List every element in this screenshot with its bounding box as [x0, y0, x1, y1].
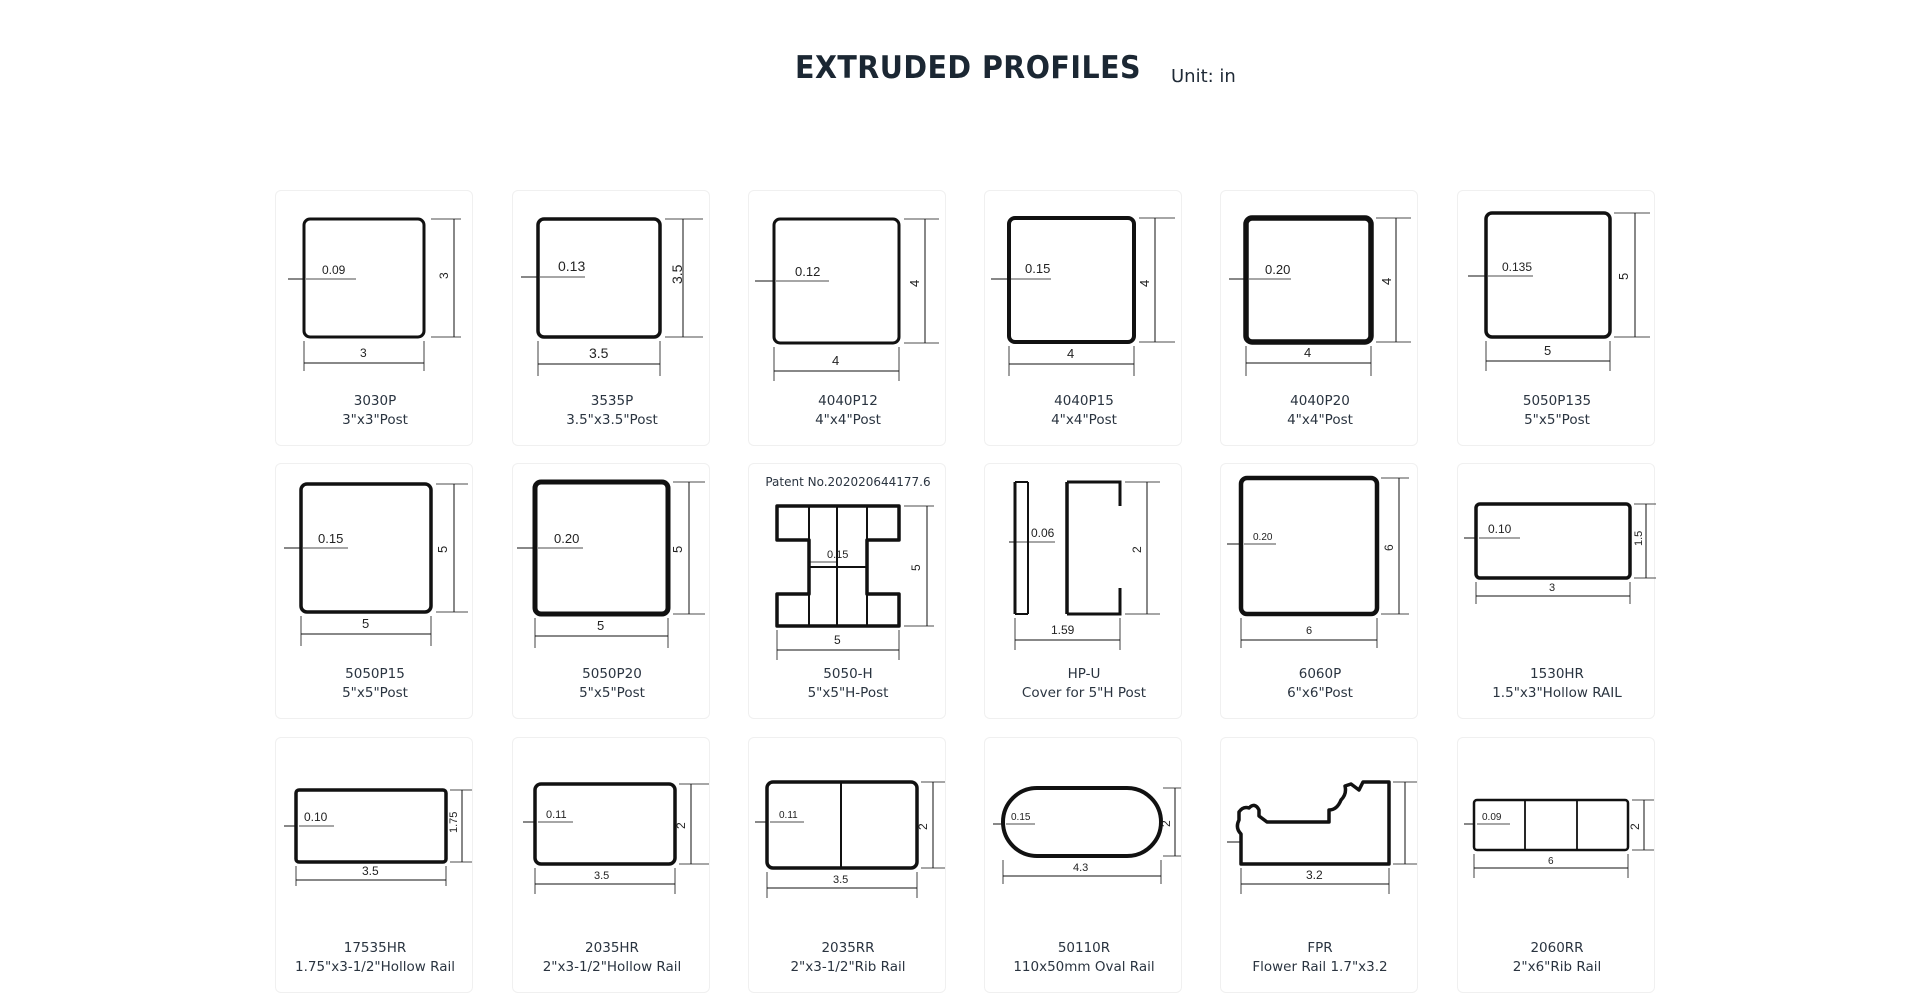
profile-drawing — [1458, 738, 1656, 938]
width-label: 6 — [1306, 625, 1313, 637]
width-label: 3.5 — [362, 864, 379, 878]
profile-drawing — [749, 191, 947, 391]
height-label: 5 — [909, 564, 923, 571]
drawing-line — [1009, 218, 1134, 342]
profile-drawing — [276, 191, 474, 391]
profile-card-4040P20[interactable] — [1220, 190, 1418, 446]
profile-code: 2060RR — [1530, 940, 1584, 956]
profile-drawing — [1221, 464, 1419, 664]
width-label: 1.59 — [1051, 623, 1075, 637]
profile-drawing — [1458, 464, 1656, 664]
wall-label: 0.20 — [1253, 532, 1273, 543]
profile-code: 5050P135 — [1522, 393, 1592, 409]
height-label: 1.5 — [1633, 530, 1645, 546]
page-title: EXTRUDED PROFILES — [795, 50, 1142, 86]
drawing-line — [1241, 478, 1377, 614]
profile-card-5050-H[interactable] — [748, 463, 946, 719]
height-label: 2 — [1159, 820, 1173, 827]
profile-code: 5050P15 — [345, 666, 405, 682]
profile-description: 5"x5"Post — [342, 685, 408, 701]
height-label: 2 — [916, 823, 930, 830]
height-label: 2 — [1628, 823, 1642, 830]
width-label: 3.5 — [589, 345, 609, 361]
profile-drawing — [749, 464, 947, 664]
profile-code: 3030P — [353, 393, 397, 409]
profile-drawing — [276, 738, 474, 938]
wall-label: 0.09 — [322, 263, 346, 277]
profile-card-2060RR[interactable] — [1457, 737, 1655, 993]
wall-label: 0.11 — [779, 810, 798, 821]
profile-drawing — [1458, 191, 1656, 391]
profile-card-HP-U[interactable] — [984, 463, 1182, 719]
height-label: 1.75 — [448, 811, 460, 833]
profile-description: Cover for 5"H Post — [1021, 685, 1147, 701]
width-label: 4 — [1067, 346, 1075, 361]
profile-card-2035RR[interactable] — [748, 737, 946, 993]
drawing-line — [538, 219, 660, 337]
drawing-line — [1246, 218, 1371, 342]
width-label: 4 — [832, 353, 840, 368]
wall-label: 0.09 — [1482, 812, 1502, 823]
height-label: 2 — [1130, 546, 1144, 553]
profile-code: 2035RR — [821, 940, 875, 956]
profile-code: 50110R — [1057, 940, 1111, 956]
profile-drawing — [1221, 738, 1419, 938]
width-label: 5 — [1544, 343, 1552, 358]
profile-description: 6"x6"Post — [1287, 685, 1353, 701]
profile-description: 1.75"x3-1/2"Hollow Rail — [294, 959, 456, 975]
width-label: 4.3 — [1073, 862, 1089, 874]
profile-code: 3535P — [590, 393, 634, 409]
height-label: 5 — [670, 545, 685, 553]
width-label: 6 — [1548, 856, 1554, 867]
profile-drawing — [749, 738, 947, 938]
wall-label: 0.15 — [1011, 812, 1031, 823]
profile-description: 3"x3"Post — [342, 412, 408, 428]
profile-card-4040P15[interactable] — [984, 190, 1182, 446]
wall-label: 0.15 — [1025, 261, 1051, 276]
profile-description: 4"x4"Post — [1051, 412, 1117, 428]
drawing-line — [1067, 482, 1120, 506]
profile-code: 17535HR — [343, 940, 407, 956]
profile-card-3535P[interactable] — [512, 190, 710, 446]
profile-description: 4"x4"Post — [1287, 412, 1353, 428]
profile-description: 5"x5"Post — [1524, 412, 1590, 428]
profile-code: 4040P20 — [1290, 393, 1350, 409]
profile-drawing — [985, 191, 1183, 391]
wall-label: 0.06 — [1031, 526, 1055, 540]
width-label: 4 — [1304, 345, 1312, 360]
profile-card-FPR[interactable] — [1220, 737, 1418, 993]
drawing-line — [1067, 588, 1120, 614]
profile-card-6060P[interactable] — [1220, 463, 1418, 719]
profile-description: 2"x3-1/2"Hollow Rail — [542, 959, 682, 975]
profile-description: 3.5"x3.5"Post — [566, 412, 658, 428]
width-label: 5 — [362, 616, 370, 631]
patent-number: Patent No.202020644177.6 — [765, 475, 931, 489]
drawing-line — [1486, 213, 1610, 337]
height-label: 5 — [1616, 272, 1631, 280]
profile-code: 2035HR — [585, 940, 639, 956]
wall-label: 0.135 — [1502, 260, 1533, 274]
profile-drawing — [513, 464, 711, 664]
profile-code: 4040P12 — [818, 393, 878, 409]
wall-label: 0.10 — [304, 810, 328, 824]
width-label: 5 — [597, 618, 605, 633]
drawing-line — [1237, 782, 1389, 864]
drawing-line — [1474, 800, 1628, 850]
profile-card-2035HR[interactable] — [512, 737, 710, 993]
profile-description: 2"x3-1/2"Rib Rail — [790, 959, 906, 975]
profile-drawing — [276, 464, 474, 664]
height-label: 4 — [907, 279, 922, 287]
profile-card-5050P135[interactable] — [1457, 190, 1655, 446]
profile-code: 5050P20 — [582, 666, 642, 682]
width-label: 3.5 — [833, 874, 849, 886]
profile-card-4040P12[interactable] — [748, 190, 946, 446]
wall-label: 0.20 — [554, 531, 580, 546]
profile-code: 6060P — [1298, 666, 1342, 682]
profile-description: 110x50mm Oval Rail — [1013, 959, 1155, 975]
wall-label: 0.20 — [1265, 262, 1291, 277]
profile-card-1530HR[interactable] — [1457, 463, 1655, 719]
wall-label: 0.11 — [546, 809, 567, 821]
drawing-line — [535, 784, 675, 864]
profile-code: 1530HR — [1530, 666, 1584, 682]
profile-card-5050P15[interactable] — [275, 463, 473, 719]
height-label: 5 — [435, 545, 450, 553]
profile-drawing — [985, 464, 1183, 664]
wall-label: 0.15 — [318, 531, 344, 546]
profile-description: 1.5"x3"Hollow RAIL — [1492, 685, 1622, 701]
width-label: 3 — [1549, 582, 1556, 594]
width-label: 3 — [360, 346, 367, 360]
profile-code: 5050-H — [823, 666, 873, 682]
height-label: 3 — [437, 272, 451, 279]
drawing-line — [1476, 504, 1630, 578]
profile-drawing — [513, 191, 711, 391]
page-header — [0, 50, 1920, 100]
profile-description: 4"x4"Post — [815, 412, 881, 428]
height-label: 2 — [674, 822, 688, 829]
height-label: 6 — [1382, 544, 1396, 551]
profile-code: FPR — [1307, 940, 1333, 956]
profile-drawing — [985, 738, 1183, 938]
width-label: 3.2 — [1306, 868, 1323, 882]
height-label: 3.5 — [669, 264, 685, 284]
width-label: 5 — [834, 633, 841, 647]
profile-drawing — [513, 738, 711, 938]
width-label: 3.5 — [594, 870, 610, 882]
profile-drawing — [1221, 191, 1419, 391]
profile-card-17535HR[interactable] — [275, 737, 473, 993]
wall-label: 0.15 — [827, 549, 849, 561]
profile-code: HP-U — [1067, 666, 1101, 682]
unit-label: Unit: in — [1171, 66, 1236, 87]
profile-card-3030P[interactable] — [275, 190, 473, 446]
profile-card-5050P20[interactable] — [512, 463, 710, 719]
profile-description: 5"x5"Post — [579, 685, 645, 701]
height-label: 4 — [1379, 277, 1394, 285]
wall-label: 0.13 — [558, 258, 586, 274]
wall-label: 0.10 — [1488, 522, 1512, 536]
wall-label: 0.12 — [795, 264, 821, 279]
profile-description: 2"x6"Rib Rail — [1512, 959, 1602, 975]
profile-code: 4040P15 — [1054, 393, 1114, 409]
profile-description: Flower Rail 1.7"x3.2 — [1252, 959, 1388, 975]
profile-card-50110R[interactable] — [984, 737, 1182, 993]
height-label: 4 — [1137, 279, 1152, 287]
drawing-line — [304, 219, 424, 337]
profile-description: 5"x5"H-Post — [807, 685, 889, 701]
